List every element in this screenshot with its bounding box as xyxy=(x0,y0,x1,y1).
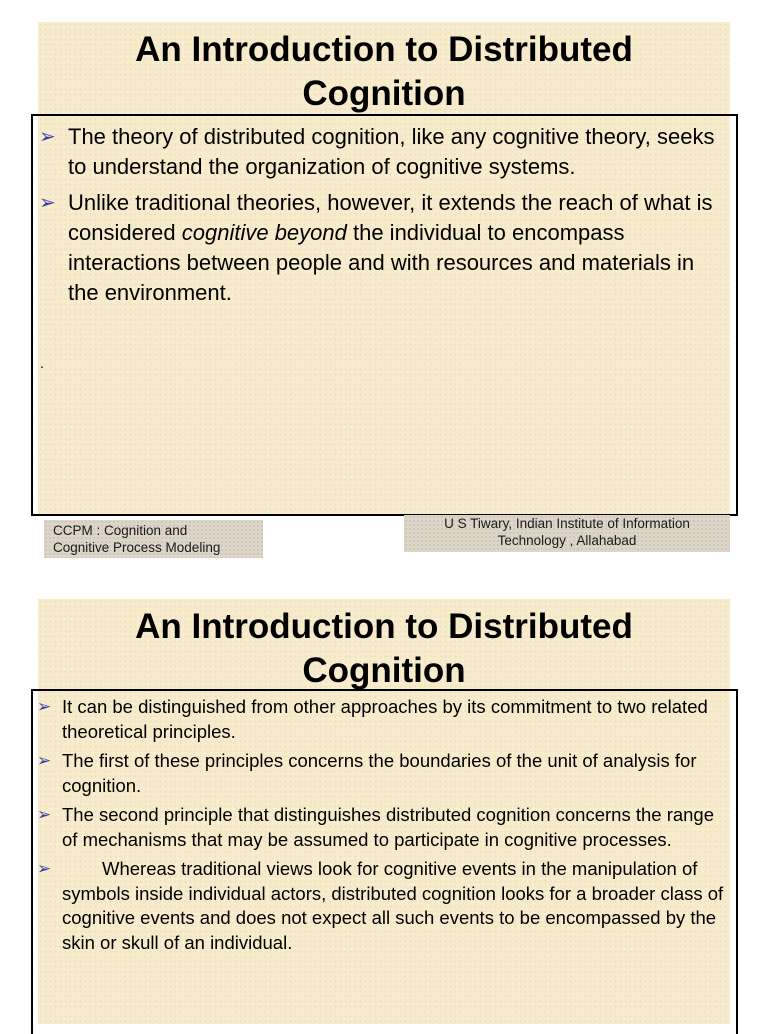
footer-author-line-1: U S Tiwary, Indian Institute of Information xyxy=(444,516,690,531)
arrow-bullet-icon: ➢ xyxy=(37,751,52,770)
bullet-item xyxy=(37,857,730,955)
bullet-item xyxy=(37,749,730,798)
bullet-text-before: Unlike traditional theories, however, it extends the reach of what is considered xyxy=(68,190,713,245)
bullet-item xyxy=(39,188,730,308)
arrow-bullet-icon: ➢ xyxy=(37,697,52,716)
content-box xyxy=(31,114,738,516)
bullet-text-after: the individual to encompass interactions between people and with resources and materials in the environment. xyxy=(68,220,695,305)
arrow-bullet-icon: ➢ xyxy=(39,192,56,214)
arrow-bullet-icon: ➢ xyxy=(37,805,52,824)
footer-course-line-2: Cognitive Process Modeling xyxy=(53,540,221,555)
slide-2 xyxy=(38,599,730,1024)
bullet-text: The second principle that distinguishes distributed cognition concerns the range of mechanisms that may be assumed to participate in cognitive processes. xyxy=(62,804,715,850)
footer-course xyxy=(44,520,263,558)
footer-course-line-1: CCPM : Cognition and xyxy=(53,523,188,538)
bullet-list xyxy=(33,116,736,308)
title-line-2: Cognition xyxy=(302,74,466,113)
footer-author xyxy=(404,515,730,552)
bullet-text-italic: cognitive beyond xyxy=(181,220,347,245)
bullet-item xyxy=(37,803,730,852)
bullet-text: The first of these principles concerns the boundaries of the unit of analysis for cognition. xyxy=(62,750,697,796)
arrow-bullet-icon: ➢ xyxy=(39,126,56,148)
slide-title xyxy=(38,28,730,116)
bullet-text: Whereas traditional views look for cognitive events in the manipulation of symbols inside individual actors, distributed cognition looks for a broader class of cognitive events and does not expect all such events to be encompassed by the skin or skull of an individual. xyxy=(62,858,724,953)
stray-mark: . xyxy=(40,355,44,371)
slide-title xyxy=(38,605,730,693)
title-line-2: Cognition xyxy=(302,651,466,690)
title-line-1: An Introduction to Distributed xyxy=(135,30,633,69)
bullet-item xyxy=(39,122,730,182)
footer-author-line-2: Technology , Allahabad xyxy=(497,533,637,548)
bullet-text: The theory of distributed cognition, like any cognitive theory, seeks to understand the organization of cognitive systems. xyxy=(68,124,715,179)
bullet-text: It can be distinguished from other approaches by its commitment to two related theoretical principles. xyxy=(62,696,708,742)
title-line-1: An Introduction to Distributed xyxy=(135,607,633,646)
content-box xyxy=(31,689,738,1034)
bullet-item xyxy=(37,695,730,744)
bullet-list xyxy=(33,691,736,955)
arrow-bullet-icon: ➢ xyxy=(37,859,52,878)
slide-1 xyxy=(38,22,730,514)
